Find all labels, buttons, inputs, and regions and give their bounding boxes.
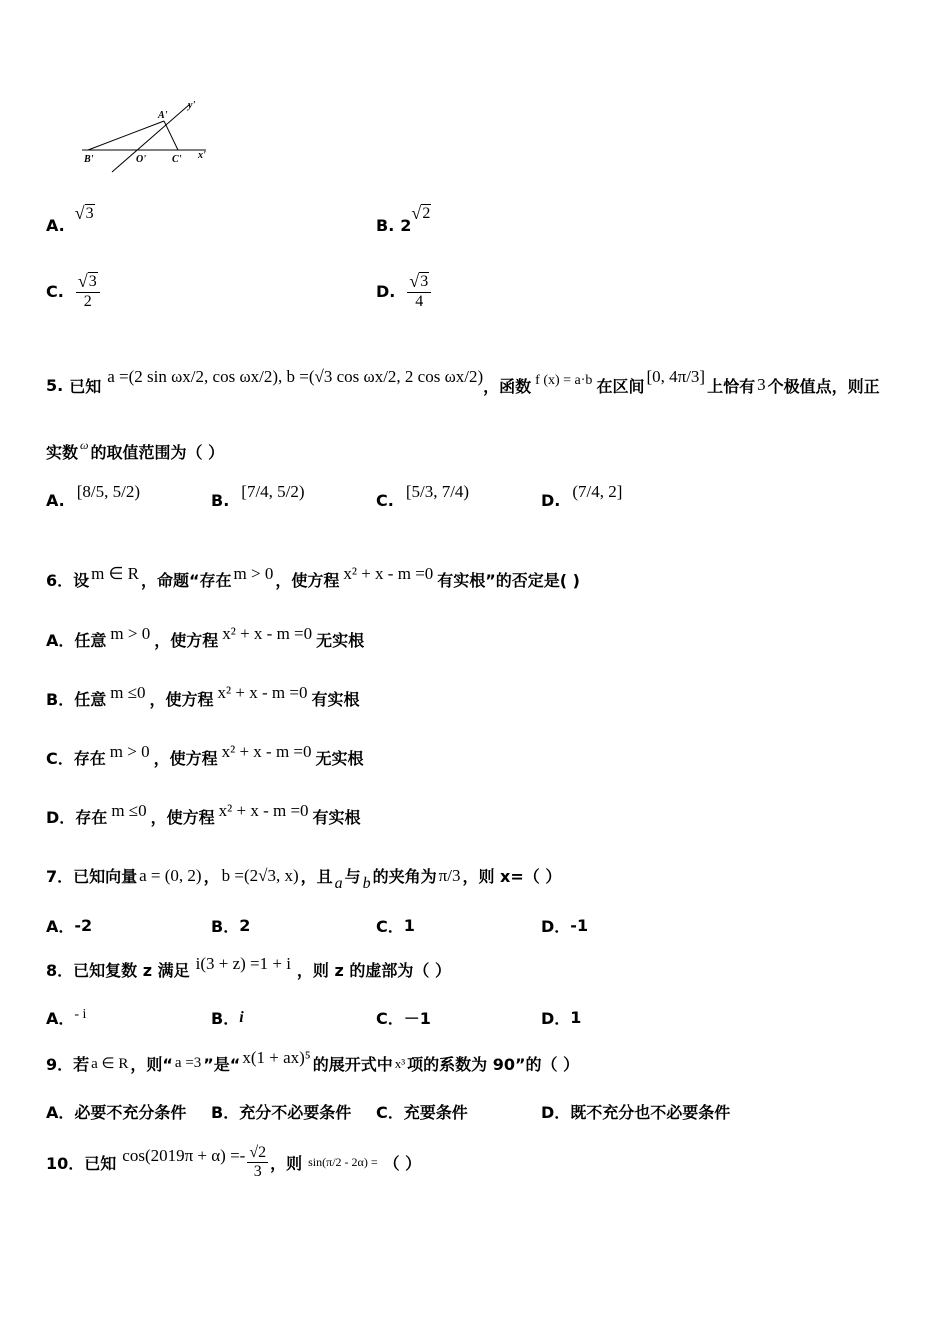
quantifier: 存在 [75, 808, 108, 827]
stem-text: ，使方程 [153, 749, 218, 768]
option-content: 2 [239, 916, 251, 935]
stem-text: 7．已知向量 [46, 867, 138, 886]
option-letter: C． [376, 1009, 404, 1028]
option-content: 1 [570, 1008, 582, 1027]
condition: m > 0 [109, 741, 150, 761]
option-content: i [239, 1008, 244, 1026]
option-letter: B. [211, 490, 230, 510]
stem-text: 个极值点，则正 [767, 376, 880, 396]
q4-option-d[interactable] [376, 272, 433, 311]
option-letter: C． [376, 1103, 404, 1122]
stem-text: 8．已知复数 z 满足 [46, 961, 190, 980]
option-letter: C. [46, 282, 64, 301]
option-content: [8/5, 5/2) [76, 482, 141, 501]
stem-text: 有实根”的否定是( ) [437, 571, 580, 590]
label-b: B' [84, 154, 94, 165]
label-a: A' [158, 110, 168, 121]
option-content: (7/4, 2] [572, 482, 623, 501]
stem-text: 10．已知 [46, 1153, 117, 1173]
equation-left: cos(2019π + α) =- [122, 1146, 246, 1165]
stem-text: ， [203, 867, 220, 886]
stem-text: 6．设 [46, 571, 90, 590]
quantifier: 任意 [74, 690, 107, 709]
option-content: 充要条件 [403, 1103, 468, 1122]
stem-text: ，命题“存在 [141, 571, 232, 590]
q8-stem [46, 953, 451, 981]
vector-a-symbol: a [334, 874, 343, 892]
stem-text: ，则 [270, 1153, 303, 1173]
stem-text: 实数 [46, 443, 79, 462]
q7-stem [46, 864, 562, 892]
q8-option-a[interactable] [46, 1006, 86, 1029]
q5-stem-line2 [46, 440, 224, 463]
option-letter: D. [541, 490, 561, 510]
q9-stem [46, 1047, 580, 1075]
fraction: √ 3 4 [407, 272, 431, 311]
stem-text: ，使方程 [149, 690, 214, 709]
q9-option-b[interactable] [211, 1100, 351, 1123]
vector-definitions: a =(2 sin ωx/2, cos ωx/2), b =(√3 cos ωx/2, 2 cos ωx/2) [107, 367, 484, 386]
equation: i(3 + z) =1 + i [195, 953, 291, 973]
stem-text: ”是“ [203, 1055, 241, 1074]
q5-option-a[interactable] [46, 482, 141, 510]
oblique-axes-figure [78, 98, 218, 183]
q5-option-b[interactable] [211, 482, 305, 510]
vector-b: b =(2√3, x) [221, 865, 299, 885]
q6-stem [46, 563, 580, 591]
stem-text: 的展开式中 [312, 1055, 393, 1074]
function-definition: f (x) = a·b [535, 373, 593, 388]
option-letter: D． [541, 917, 571, 936]
option-letter: A. [46, 216, 65, 235]
vector-b-symbol: b [362, 874, 371, 892]
option-letter: B. [376, 216, 395, 235]
vector-a: a = (0, 2) [139, 865, 202, 885]
q10-stem [46, 1140, 421, 1184]
fraction [247, 1144, 268, 1181]
condition: m > 0 [110, 623, 151, 643]
option-letter: B． [211, 917, 240, 936]
conclusion: 有实根 [312, 808, 361, 827]
math-inline: x³ [394, 1055, 406, 1071]
option-content: [5/3, 7/4) [405, 482, 470, 501]
math-inline: m ∈ R [91, 563, 140, 583]
q8-option-d[interactable] [541, 1006, 581, 1029]
stem-text: ，函数 [483, 376, 532, 396]
stem-text: ，使方程 [154, 631, 219, 650]
equation: x² + x - m =0 [221, 741, 312, 761]
stem-text: ，则“ [130, 1055, 173, 1074]
equation: x² + x - m =0 [217, 682, 308, 702]
q7-option-d[interactable] [541, 914, 588, 937]
option-content: - i [74, 1006, 87, 1022]
stem-text: 与 [344, 867, 361, 886]
label-y: y' [188, 100, 196, 111]
label-c: C' [172, 154, 182, 165]
equation: x² + x - m =0 [343, 563, 434, 583]
q7-option-a[interactable] [46, 914, 92, 937]
q5-option-d[interactable] [541, 482, 623, 510]
option-content: -1 [570, 916, 589, 935]
option-letter: B． [46, 690, 75, 709]
q9-option-c[interactable] [376, 1100, 468, 1123]
interval: [0, 4π/3] [646, 367, 706, 386]
q7-option-b[interactable] [211, 914, 250, 937]
stem-text: 在区间 [596, 376, 645, 396]
stem-text: ，使方程 [275, 571, 340, 590]
stem-text: （ ） [383, 1153, 422, 1173]
stem-text: 的夹角为 [372, 867, 437, 886]
q6-option-b[interactable] [46, 682, 360, 710]
option-letter: B． [211, 1009, 240, 1028]
angle: π/3 [438, 865, 461, 885]
stem-text: 上恰有 [707, 376, 756, 396]
equation: x² + x - m =0 [218, 800, 309, 820]
q4-option-b[interactable] [376, 203, 431, 235]
q5-option-c[interactable] [376, 482, 470, 510]
denominator: 2 [83, 293, 92, 310]
radicand: 2 [422, 205, 431, 222]
option-letter: A. [46, 490, 65, 510]
stem-text: ，则 z 的虚部为（ ） [296, 961, 451, 980]
radicand: 3 [420, 273, 429, 290]
option-letter: A． [46, 917, 75, 936]
option-letter: D. [376, 282, 396, 301]
q4-option-c[interactable] [46, 272, 102, 311]
quantifier: 任意 [74, 631, 107, 650]
option-content: -2 [74, 916, 93, 935]
numerator: √2 [249, 1143, 267, 1161]
conclusion: 无实根 [316, 631, 365, 650]
q4-option-a[interactable] [46, 203, 95, 235]
segment-ac [164, 121, 178, 150]
option-content: －1 [403, 1009, 431, 1028]
conclusion: 有实根 [311, 690, 360, 709]
label-o: O' [136, 154, 146, 165]
option-content: 既不充分也不必要条件 [570, 1103, 731, 1122]
stem-text: 的取值范围为（ ） [90, 443, 225, 462]
omega-symbol: ω [80, 438, 89, 452]
target-expression: sin(π/2 - 2α) = [308, 1154, 378, 1169]
option-letter: A． [46, 1009, 75, 1028]
sqrt-expression: √ 3 [74, 203, 94, 223]
denominator: 3 [253, 1162, 262, 1180]
option-content: 充分不必要条件 [239, 1103, 352, 1122]
math-inline: a =3 [174, 1055, 202, 1071]
segment-ba [88, 121, 164, 150]
q6-option-a[interactable] [46, 623, 365, 651]
fraction: √ 3 2 [76, 272, 100, 311]
radicand: 3 [88, 273, 97, 290]
conclusion: 无实根 [315, 749, 364, 768]
stem-text: ，使方程 [150, 808, 215, 827]
option-letter: C. [376, 490, 394, 510]
q8-option-b[interactable] [211, 1006, 244, 1029]
q8-option-c[interactable] [376, 1006, 431, 1029]
option-letter: A． [46, 1103, 75, 1122]
coefficient: 2 [400, 216, 412, 235]
stem-text: ，则 x=（ ） [462, 867, 562, 886]
stem-text: ，且 [300, 867, 333, 886]
condition: m ≤0 [110, 682, 146, 702]
option-letter: D． [541, 1103, 571, 1122]
question-number: 5. [46, 375, 64, 395]
option-content: [7/4, 5/2) [241, 482, 305, 501]
option-letter: C． [46, 749, 74, 768]
option-letter: A． [46, 631, 75, 650]
option-letter: C． [376, 917, 404, 936]
option-content: 1 [403, 916, 415, 935]
condition: m ≤0 [111, 800, 147, 820]
math-inline: m > 0 [233, 563, 274, 583]
q6-option-c[interactable] [46, 741, 364, 769]
binomial-expression: x(1 + ax)⁵ [242, 1047, 311, 1067]
equation: x² + x - m =0 [222, 623, 313, 643]
denominator: 4 [415, 293, 424, 310]
q7-option-c[interactable] [376, 914, 415, 937]
q5-stem-line1 [46, 360, 880, 410]
sqrt-expression: √ 2 [411, 203, 431, 223]
option-content: 必要不充分条件 [74, 1103, 187, 1122]
stem-text: 9．若 [46, 1055, 90, 1074]
math-inline: a ∈ R [91, 1056, 129, 1072]
option-letter: D． [541, 1009, 571, 1028]
stem-text: 项的系数为 90”的（ ） [407, 1055, 580, 1074]
quantifier: 存在 [73, 749, 106, 768]
q9-option-d[interactable] [541, 1100, 730, 1123]
option-letter: D． [46, 808, 76, 827]
radicand: 3 [85, 205, 94, 222]
q9-option-a[interactable] [46, 1100, 186, 1123]
label-x: x' [198, 150, 206, 161]
stem-text: 已知 [69, 376, 102, 396]
extrema-count: 3 [757, 375, 766, 394]
option-letter: B． [211, 1103, 240, 1122]
q6-option-d[interactable] [46, 800, 361, 828]
